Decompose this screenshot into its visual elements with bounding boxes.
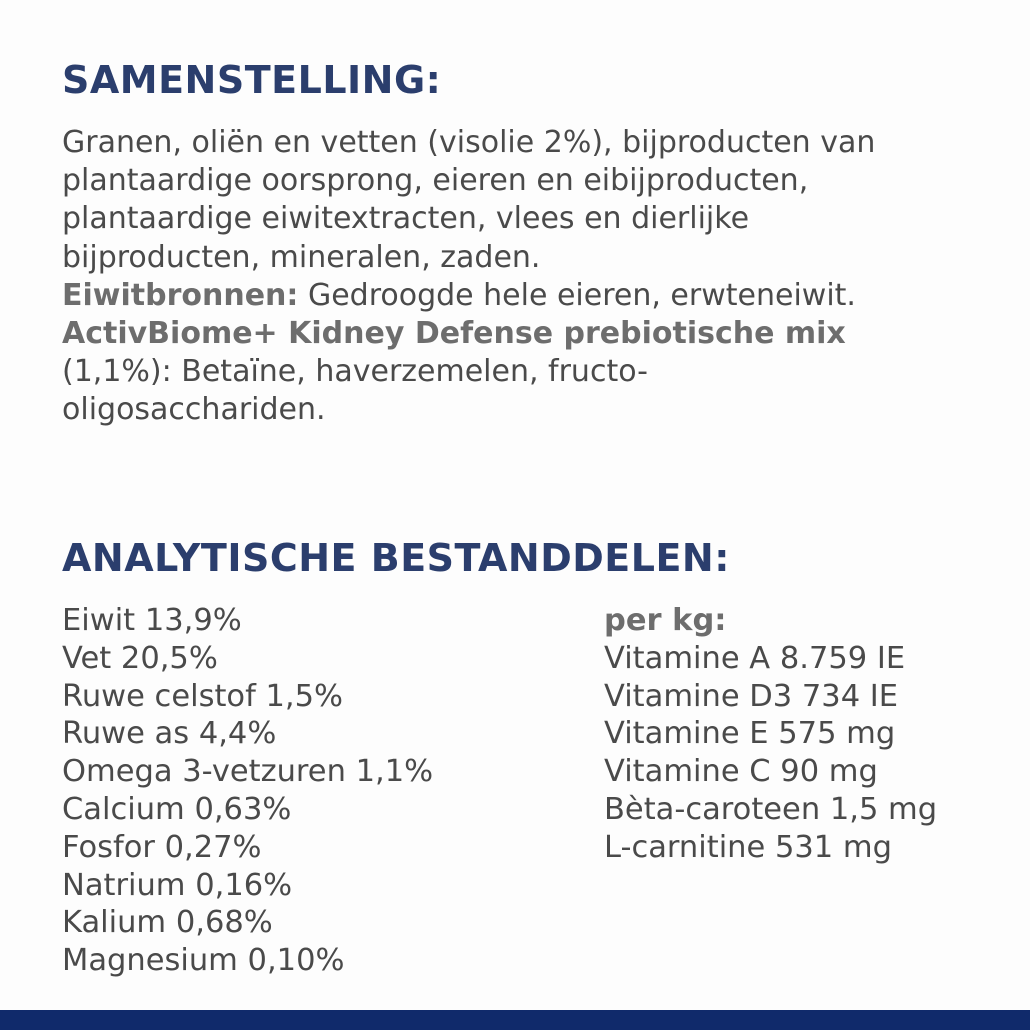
protein-sources-text: Gedroogde hele eieren, erwteneiwit. [298,277,856,313]
composition-heading: SAMENSTELLING: [62,58,442,102]
vitamin-item: Vitamine E 575 mg [604,716,896,752]
composition-line: Granen, oliën en vetten (visolie 2%), bijproducten van [62,125,876,160]
vitamins-list [604,602,937,867]
vitamin-item: Vitamine D3 734 IE [604,678,899,714]
analytical-item: Omega 3-vetzuren 1,1% [62,754,434,790]
composition-line: plantaardige eiwitextracten, vlees en dierlijke [62,201,750,237]
bottom-brand-bar [0,1010,1030,1030]
analytical-item: Kalium 0,68% [62,905,273,941]
composition-line: plantaardige oorsprong, eieren en eibijproducten, [62,163,809,199]
prebiotic-line: (1,1%): Betaïne, haverzemelen, fructo- [62,354,648,390]
vitamin-item: Vitamine A 8.759 IE [604,640,906,676]
analytical-item: Calcium 0,63% [62,791,292,827]
analytical-item: Natrium 0,16% [62,867,293,903]
protein-sources-line [62,277,1012,315]
vitamin-item: L-carnitine 531 mg [604,829,892,865]
analytical-heading: ANALYTISCHE BESTANDDELEN: [62,536,730,580]
analytical-item: Eiwit 13,9% [62,603,242,638]
composition-line: bijproducten, mineralen, zaden. [62,239,541,275]
per-kg-heading: per kg: [604,603,727,638]
analytical-list [62,602,433,980]
analytical-item: Fosfor 0,27% [62,829,262,865]
vitamin-item: Bèta-caroteen 1,5 mg [604,791,938,827]
composition-text [62,124,1012,430]
analytical-item: Ruwe as 4,4% [62,716,277,752]
protein-sources-label: Eiwitbronnen: [62,277,299,313]
vitamin-item: Vitamine C 90 mg [604,754,878,790]
prebiotic-label: ActivBiome+ Kidney Defense prebiotische mix [62,316,846,352]
analytical-item: Magnesium 0,10% [62,943,345,979]
analytical-item: Ruwe celstof 1,5% [62,678,343,714]
analytical-item: Vet 20,5% [62,640,218,676]
prebiotic-line: oligosacchariden. [62,392,326,428]
